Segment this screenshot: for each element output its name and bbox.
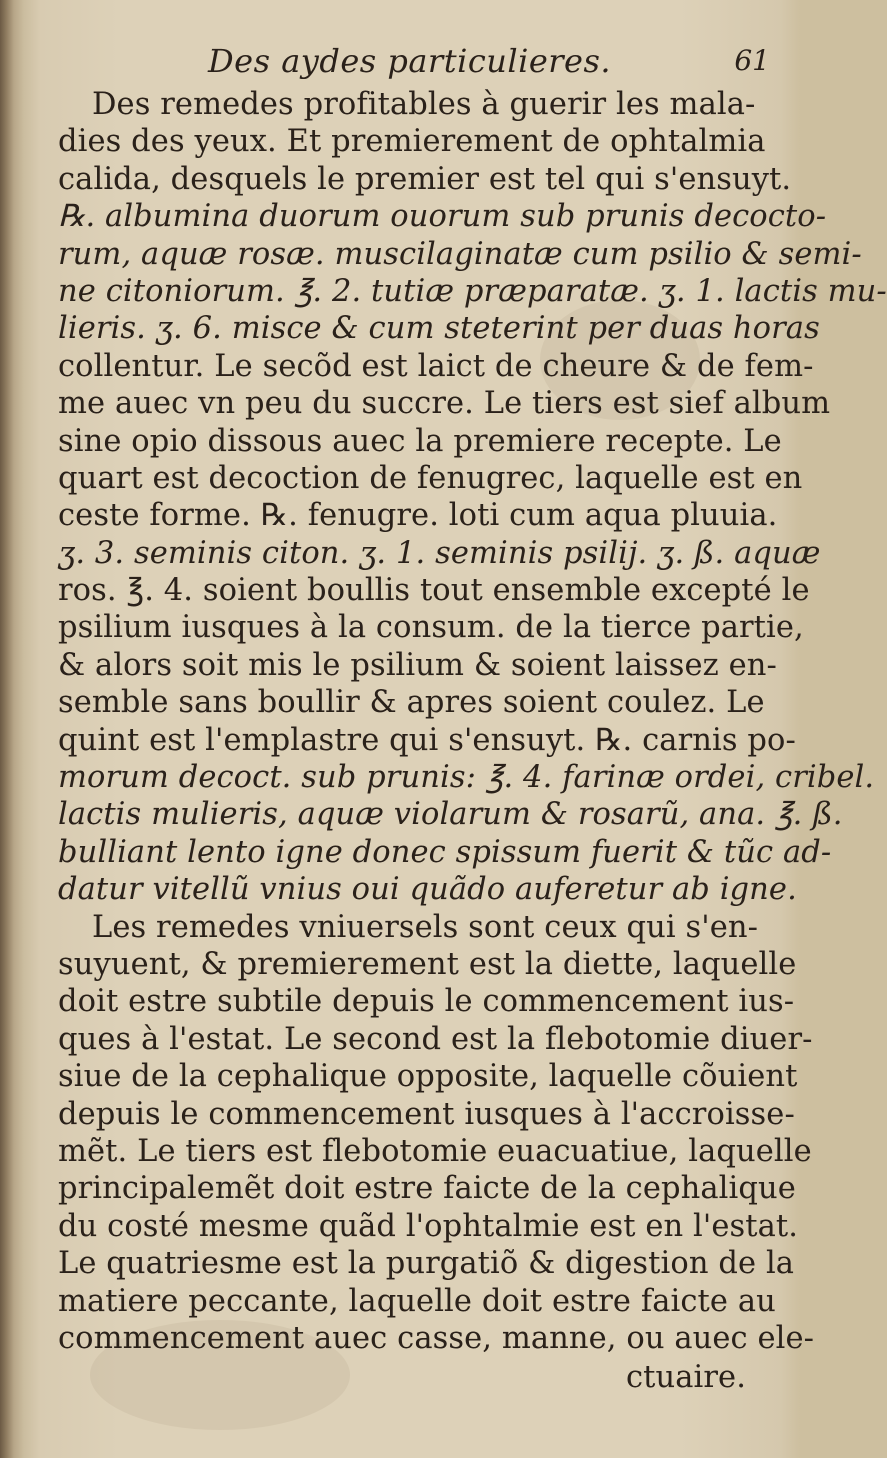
text-line: mẽt. Le tiers est flebotomie euacuatiue, laquelle bbox=[58, 1133, 812, 1169]
text-line: Le quatriesme est la purgatiõ & digestion de la bbox=[58, 1246, 795, 1282]
text-line: principalemẽt doit estre faicte de la cephalique bbox=[58, 1171, 796, 1207]
text-line: semble sans boullir & apres soient coulez. Le bbox=[58, 685, 765, 721]
text-line: matiere peccante, laquelle doit estre faicte au bbox=[58, 1283, 776, 1319]
text-line: datur vitellũ vnius oui quãdo auferetur ab igne. bbox=[58, 872, 797, 908]
text-line: rum, aquæ rosæ. muscilaginatæ cum psilio & semi- bbox=[58, 236, 862, 272]
text-line: calida, desquels le premier est tel qui s'ensuyt. bbox=[58, 161, 792, 197]
text-line: me auec vn peu du succre. Le tiers est sief album bbox=[58, 386, 831, 422]
text-line: ceste forme. ℞. fenugre. loti cum aqua pluuia. bbox=[58, 498, 778, 534]
text-line: du costé mesme quãd l'ophtalmie est en l'estat. bbox=[58, 1208, 799, 1244]
running-title: Des aydes particulieres. bbox=[208, 42, 612, 80]
text-line: sine opio dissous auec la premiere recepte. Le bbox=[58, 423, 782, 459]
text-line: ros. ℥. 4. soient boullis tout ensemble excepté le bbox=[58, 573, 810, 609]
text-line: ʒ. 3. seminis citon. ʒ. 1. seminis psilij. ʒ. ß. aquæ bbox=[58, 535, 821, 571]
text-line: ne citoniorum. ℥. 2. tutiæ præparatæ. ʒ. 1. lactis mu- bbox=[58, 273, 887, 309]
text-line: dies des yeux. Et premierement de ophtalmia bbox=[58, 124, 766, 160]
text-line: psilium iusques à la consum. de la tierce partie, bbox=[58, 610, 804, 646]
text-line: Les remedes vniuersels sont ceux qui s'en- bbox=[92, 909, 759, 945]
text-line: commencement auec casse, manne, ou auec ele- bbox=[58, 1320, 815, 1356]
running-header bbox=[60, 42, 780, 88]
text-line: lieris. ʒ. 6. misce & cum steterint per duas horas bbox=[58, 311, 820, 347]
text-line: lactis mulieris, aquæ violarum & rosarũ, ana. ℥. ß. bbox=[58, 797, 843, 833]
text-body bbox=[58, 86, 887, 1397]
text-line: ques à l'estat. Le second est la flebotomie diuer- bbox=[58, 1021, 813, 1057]
text-line: depuis le commencement iusques à l'accroisse- bbox=[58, 1096, 795, 1132]
text-line: Des remedes profitables à guerir les mala- bbox=[92, 87, 756, 122]
text-line: & alors soit mis le psilium & soient laissez en- bbox=[58, 647, 777, 683]
page-number: 61 bbox=[734, 44, 770, 77]
text-line: ℞. albumina duorum ouorum sub prunis decocto- bbox=[58, 199, 827, 235]
text-line: quart est decoction de fenugrec, laquelle est en bbox=[58, 460, 803, 496]
text-line: bulliant lento igne donec spissum fuerit & tũc ad- bbox=[58, 834, 832, 870]
text-line: siue de la cephalique opposite, laquelle cõuient bbox=[58, 1059, 798, 1095]
text-line: suyuent, & premierement est la diette, laquelle bbox=[58, 946, 797, 982]
text-line: collentur. Le secõd est laict de cheure & de fem- bbox=[58, 348, 814, 384]
text-line: quint est l'emplastre qui s'ensuyt. ℞. carnis po- bbox=[58, 722, 796, 758]
catchword: ctuaire. bbox=[625, 1360, 746, 1396]
text-line: doit estre subtile depuis le commencement ius- bbox=[58, 984, 795, 1020]
text-line: morum decoct. sub prunis: ℥. 4. farinæ ordei, cribel. bbox=[58, 760, 875, 796]
